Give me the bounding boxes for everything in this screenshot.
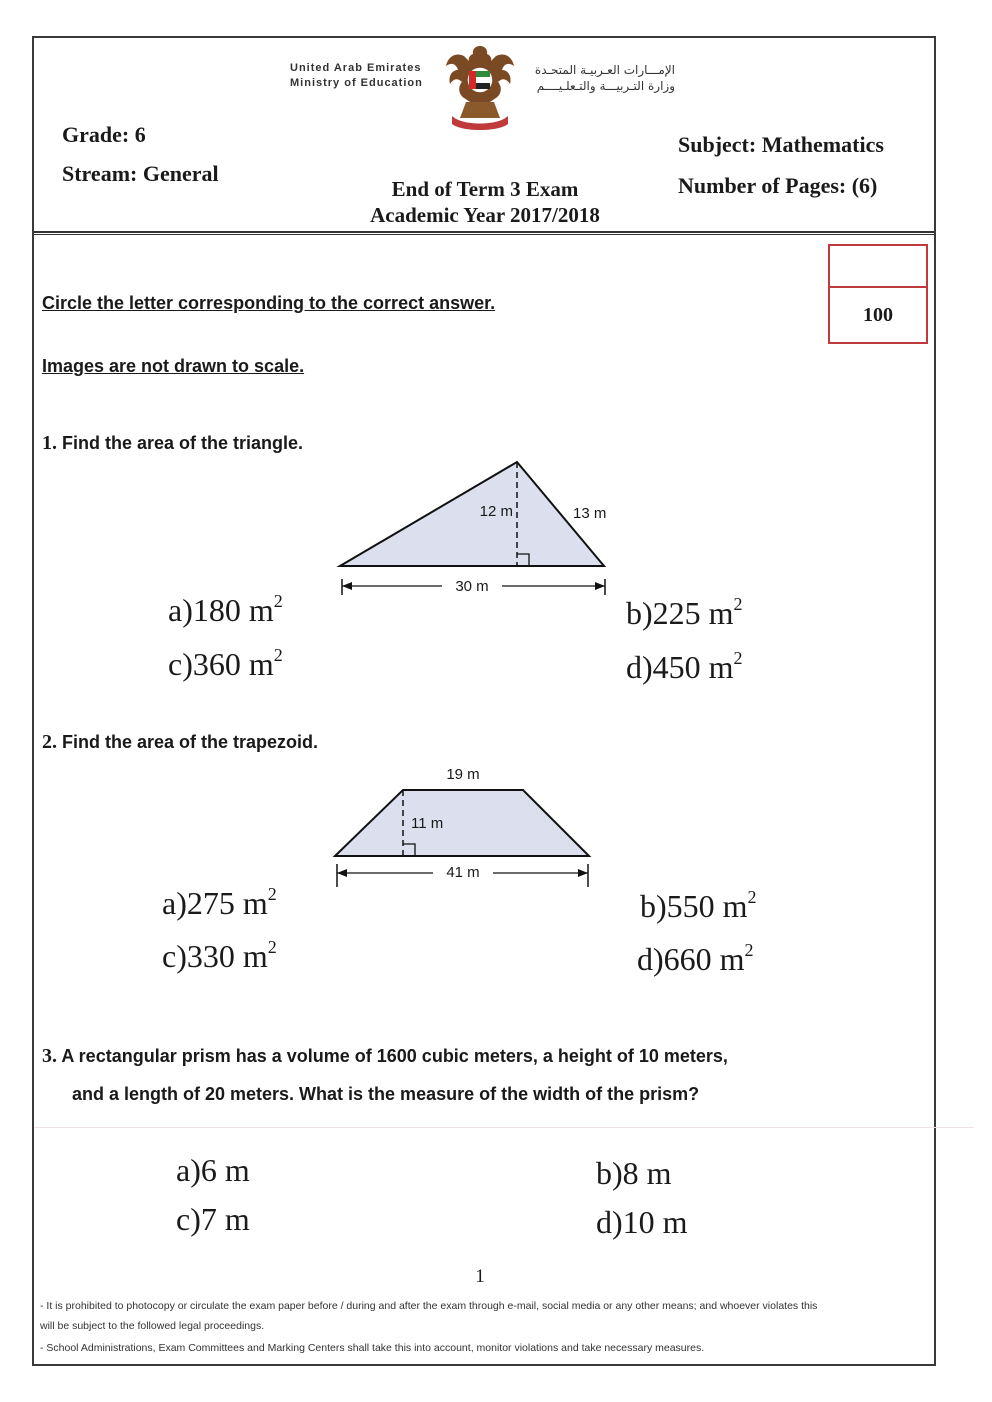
pages-label: Number of Pages: (6)	[678, 173, 878, 198]
exam-title-block	[340, 176, 630, 228]
moe-arabic-line1: الإمـــارات العـربيـة المتحـدة	[534, 63, 675, 77]
question-3-number: 3.	[42, 1045, 57, 1067]
q2-option-c[interactable]	[162, 938, 277, 975]
trapezoid-top-label: 19 m	[446, 766, 480, 783]
page-number: 1	[475, 1266, 485, 1287]
score-entry-box[interactable]	[828, 244, 928, 288]
footer-line-3: - School Administrations, Exam Committees and Marking Centers shall take this into account, monitor violations and take necessary measures.	[40, 1342, 705, 1354]
q1-option-d-exp: 2	[733, 648, 743, 669]
question-3	[42, 1037, 922, 1113]
q1-option-d-letter: d)	[626, 649, 653, 685]
q3-option-a-letter: a)	[176, 1152, 201, 1188]
moe-arabic-line2: وزارة التـربيـــة والتـعلـيــــم	[536, 79, 675, 93]
q2-option-a-exp: 2	[267, 884, 277, 905]
q2-option-c-letter: c)	[162, 938, 187, 974]
grade-label: Grade: 6	[62, 122, 146, 147]
trapezoid-shape	[335, 790, 589, 856]
question-3-text-line2: and a length of 20 meters. What is the measure of the width of the prism?	[72, 1084, 700, 1104]
q2-option-d-exp: 2	[744, 940, 754, 961]
triangle-base-label: 30 m	[455, 578, 489, 595]
footer-line-2: will be subject to the followed legal proceedings.	[40, 1320, 265, 1332]
q1-option-c-value: 360 m	[192, 646, 274, 682]
moe-english	[290, 61, 430, 91]
q3-option-a[interactable]	[176, 1152, 250, 1189]
moe-arabic	[520, 62, 675, 94]
triangle-figure	[330, 455, 620, 605]
question-2-text: Find the area of the trapezoid.	[62, 732, 319, 752]
question-2-number: 2.	[42, 731, 57, 753]
q2-option-b-letter: b)	[640, 888, 667, 924]
q1-option-a-value: 180 m	[192, 592, 274, 628]
q2-option-a-letter: a)	[162, 885, 187, 921]
q2-option-b-exp: 2	[747, 887, 757, 908]
stream-label: Stream: General	[62, 161, 219, 186]
q2-option-a[interactable]	[162, 885, 277, 922]
moe-english-line2: Ministry of Education	[290, 77, 423, 89]
q3-option-b-letter: b)	[596, 1155, 623, 1191]
q2-option-d-value: 660 m	[663, 941, 745, 977]
score-total-box: 100	[828, 286, 928, 344]
question-1-text: Find the area of the triangle.	[62, 433, 304, 453]
question-1-number: 1.	[42, 432, 57, 454]
question-2	[42, 731, 318, 754]
trapezoid-height-label: 11 m	[411, 815, 444, 832]
q2-option-b-value: 550 m	[666, 888, 748, 924]
q1-option-b-value: 225 m	[652, 595, 734, 631]
trapezoid-base-label: 41 m	[446, 864, 480, 881]
q2-option-a-value: 275 m	[186, 885, 268, 921]
q2-option-c-exp: 2	[267, 937, 277, 958]
footer-line-1: - It is prohibited to photocopy or circulate the exam paper before / during and after the exam through e-mail, social media or any other means; and whoever violates this	[40, 1300, 818, 1312]
academic-year: Academic Year 2017/2018	[370, 203, 600, 227]
question-3-line1	[42, 1037, 922, 1075]
triangle-side-label: 13 m	[573, 505, 607, 522]
question-3-text-line1: A rectangular prism has a volume of 1600 cubic meters, a height of 10 meters,	[61, 1046, 728, 1066]
faint-divider	[34, 1127, 974, 1128]
q3-option-d-value: 10 m	[622, 1204, 688, 1240]
q1-option-b-exp: 2	[733, 594, 743, 615]
q2-option-d[interactable]	[637, 941, 754, 978]
triangle-height-label: 12 m	[479, 503, 513, 520]
q3-option-c[interactable]	[176, 1201, 250, 1238]
header-divider	[34, 231, 934, 235]
subject-label: Subject: Mathematics	[678, 132, 884, 157]
exam-title: End of Term 3 Exam	[391, 177, 579, 201]
footer-notes	[40, 1296, 930, 1358]
q1-option-c[interactable]	[168, 646, 283, 683]
q3-option-c-value: 7 m	[200, 1201, 250, 1237]
q1-option-b[interactable]	[626, 595, 743, 632]
q3-option-d[interactable]	[596, 1204, 688, 1241]
trapezoid-figure	[325, 760, 600, 895]
q3-option-c-letter: c)	[176, 1201, 201, 1237]
q1-option-a[interactable]	[168, 592, 283, 629]
q1-option-a-exp: 2	[273, 591, 283, 612]
q2-option-c-value: 330 m	[186, 938, 268, 974]
q1-option-a-letter: a)	[168, 592, 193, 628]
uae-emblem-icon	[442, 40, 518, 132]
q2-option-b[interactable]	[640, 888, 757, 925]
q1-option-d-value: 450 m	[652, 649, 734, 685]
moe-english-line1: United Arab Emirates	[290, 62, 422, 74]
q2-option-d-letter: d)	[637, 941, 664, 977]
question-1	[42, 432, 303, 455]
instruction-scale: Images are not drawn to scale.	[42, 356, 305, 376]
q3-option-b[interactable]	[596, 1155, 672, 1192]
q1-option-c-letter: c)	[168, 646, 193, 682]
q1-option-b-letter: b)	[626, 595, 653, 631]
q3-option-d-letter: d)	[596, 1204, 623, 1240]
instruction-circle: Circle the letter corresponding to the correct answer.	[42, 293, 496, 313]
page-frame	[32, 36, 936, 1366]
q3-option-b-value: 8 m	[622, 1155, 672, 1191]
q3-option-a-value: 6 m	[200, 1152, 250, 1188]
q1-option-d[interactable]	[626, 649, 743, 686]
q1-option-c-exp: 2	[273, 645, 283, 666]
